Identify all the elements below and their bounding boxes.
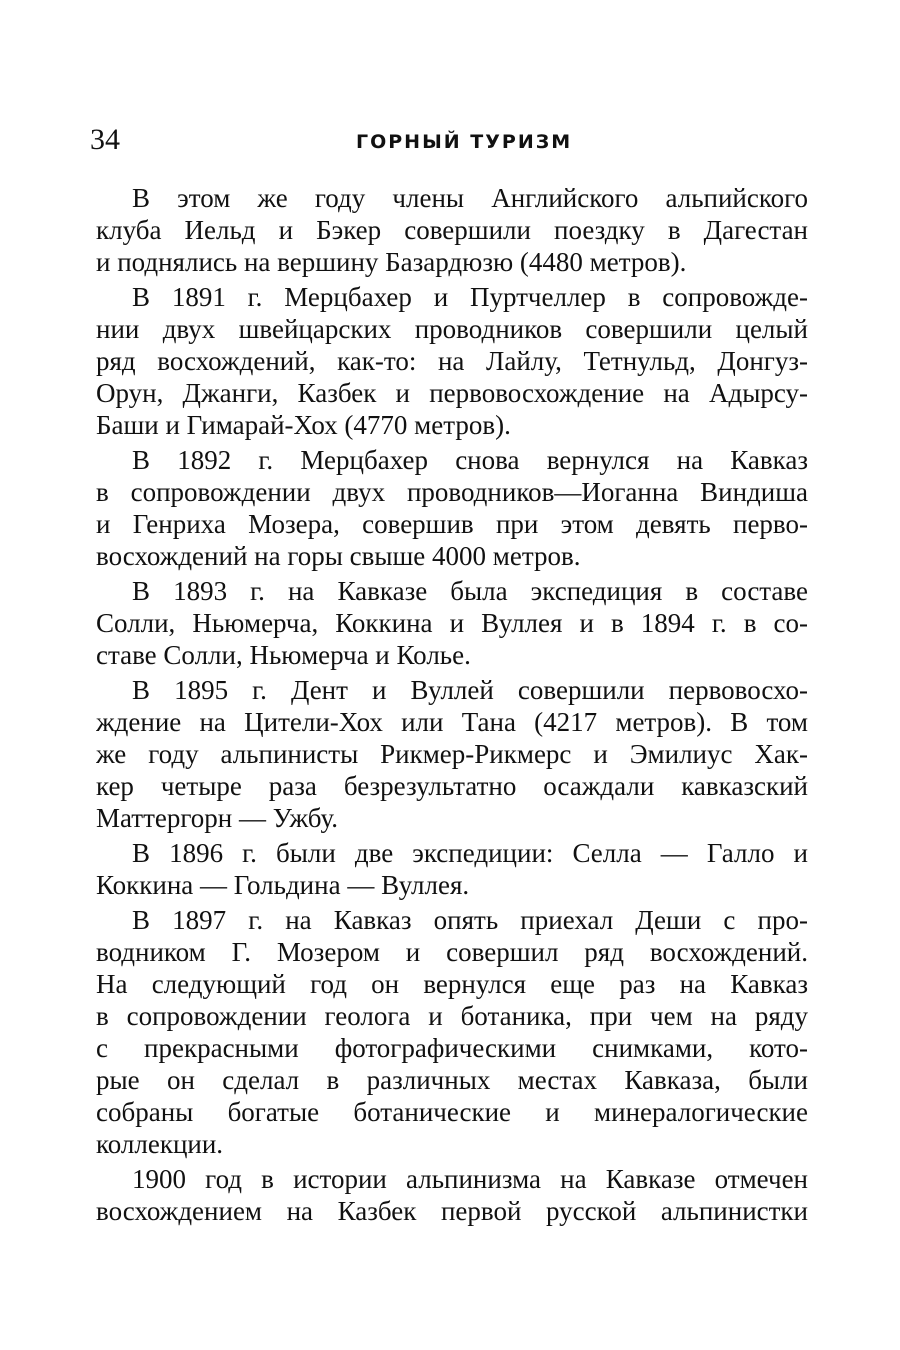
page-number: 34 bbox=[90, 123, 120, 156]
text-line: Маттергорн — Ужбу. bbox=[96, 803, 339, 833]
text-line: На следующий год он вернулся еще раз на Кавказ bbox=[96, 969, 808, 999]
text-line: Баши и Гимарай-Хох (4770 метров). bbox=[96, 410, 511, 440]
text-line: В 1893 г. на Кавказе была экспедиция в составе bbox=[132, 576, 808, 606]
text-line: В 1892 г. Мерцбахер снова вернулся на Кавказ bbox=[132, 445, 808, 475]
text-line: В 1896 г. были две экспедиции: Селла — Галло и bbox=[132, 838, 808, 868]
text-line: в сопровождении двух проводников—Иоганна Виндиша bbox=[96, 477, 808, 507]
text-line: клуба Иельд и Бэкер совершили поездку в Дагестан bbox=[96, 215, 808, 245]
text-line: кер четыре раза безрезультатно осаждали кавказский bbox=[96, 771, 808, 801]
body-text bbox=[96, 182, 808, 1227]
text-line: Орун, Джанги, Казбек и первовосхождение на Адырсу- bbox=[96, 378, 808, 408]
text-line: ряд восхождений, как-то: на Лайлу, Тетнульд, Донгуз- bbox=[96, 346, 808, 376]
text-line: и поднялись на вершину Базардюзю (4480 метров). bbox=[96, 247, 687, 277]
text-line: В 1895 г. Дент и Вуллей совершили первовосхо- bbox=[132, 675, 808, 705]
text-line: восхождением на Казбек первой русской альпинистки bbox=[96, 1196, 808, 1226]
text-line: коллекции. bbox=[96, 1129, 224, 1159]
text-line: 1900 год в истории альпинизма на Кавказе отмечен bbox=[132, 1164, 808, 1194]
text-line: же году альпинисты Рикмер-Рикмерс и Эмилиус Хак- bbox=[96, 739, 808, 769]
text-line: собраны богатые ботанические и минералогические bbox=[96, 1097, 808, 1127]
text-line: нии двух швейцарских проводников совершили целый bbox=[96, 314, 808, 344]
text-line: В этом же году члены Английского альпийского bbox=[132, 183, 808, 213]
text-line: водником Г. Мозером и совершил ряд восхождений. bbox=[96, 937, 808, 967]
text-line: восхождений на горы свыше 4000 метров. bbox=[96, 541, 581, 571]
text-line: ставе Солли, Ньюмерча и Колье. bbox=[96, 640, 471, 670]
running-head: ГОРНЫЙ ТУРИЗМ bbox=[356, 131, 573, 153]
text-line: и Генриха Мозера, совершив при этом девять перво- bbox=[96, 509, 808, 539]
text-line: с прекрасными фотографическими снимками, кото- bbox=[96, 1033, 808, 1063]
text-line: в сопровождении геолога и ботаника, при чем на ряду bbox=[96, 1001, 808, 1031]
text-line: ждение на Цители-Хох или Тана (4217 метров). В том bbox=[96, 707, 808, 737]
text-line: В 1891 г. Мерцбахер и Пуртчеллер в сопровожде- bbox=[132, 282, 808, 312]
text-line: В 1897 г. на Кавказ опять приехал Деши с про- bbox=[132, 905, 808, 935]
text-line: рые он сделал в различных местах Кавказа, были bbox=[96, 1065, 808, 1095]
text-line: Коккина — Гольдина — Вуллея. bbox=[96, 870, 470, 900]
text-line: Солли, Ньюмерча, Коккина и Вуллея и в 1894 г. в со- bbox=[96, 608, 808, 638]
